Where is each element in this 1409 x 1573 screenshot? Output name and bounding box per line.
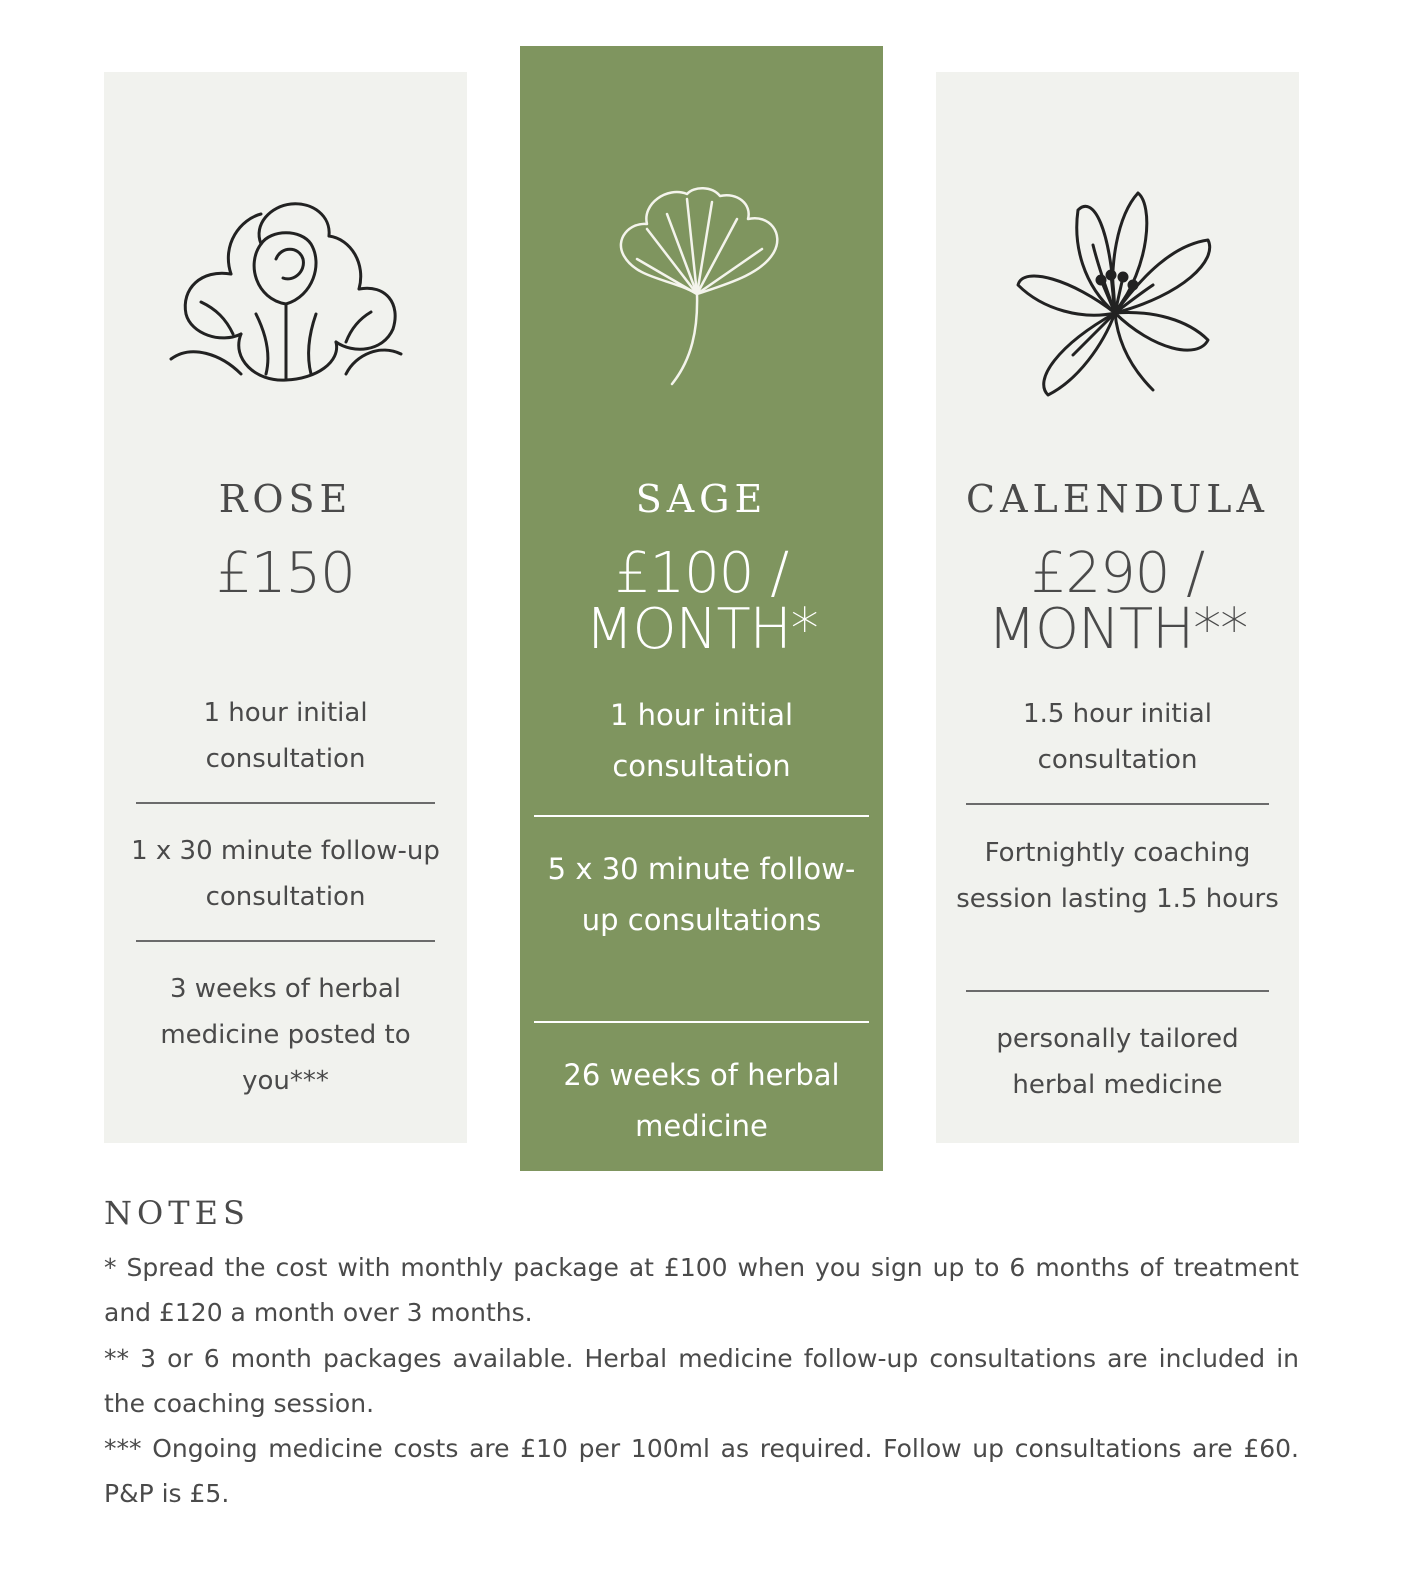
plan-feature: Fortnightly coaching session lasting 1.5 hours [956,838,1279,914]
plan-price-line: MONTH* [585,597,818,662]
plan-price [104,541,467,606]
note-item: *** Ongoing medicine costs are £10 per 100ml as required. Follow up consultations are £60. P&P is £5. [104,1434,1299,1508]
divider [966,990,1269,992]
plan-card-calendula [936,72,1299,1143]
plan-feature: 5 x 30 minute follow-up consultations [547,852,856,937]
plan-card-rose [104,72,467,1143]
plan-feature: 1 x 30 minute follow-up consultation [131,836,440,912]
divider [534,1021,869,1023]
notes-title: NOTES [104,1194,250,1232]
plan-name: ROSE [218,477,353,521]
ginkgo-leaf-icon [520,184,883,389]
plan-price-line: £150 [216,541,355,606]
plan-feature: personally tailored herbal medicine [996,1024,1239,1100]
divider [966,803,1269,805]
note-item: ** 3 or 6 month packages available. Herbal medicine follow-up consultations are included in the coaching session. [104,1344,1299,1418]
divider [136,802,435,804]
plan-card-sage [520,46,883,1171]
note-item: * Spread the cost with monthly package at £100 when you sign up to 6 months of treatment and £120 a month over 3 months. [104,1253,1299,1327]
plan-feature: 26 weeks of herbal medicine [563,1058,840,1143]
plan-feature: 1 hour initial consultation [609,698,794,783]
rose-icon [104,184,467,394]
plan-price [520,541,883,662]
plan-name: SAGE [635,477,768,521]
divider [534,815,869,817]
plan-price [936,541,1299,662]
calendula-flower-icon [936,185,1299,405]
divider [136,940,435,942]
plan-feature: 3 weeks of herbal medicine posted to you*** [160,974,411,1096]
plan-feature: 1.5 hour initial consultation [1023,699,1212,775]
plan-feature: 1 hour initial consultation [203,698,368,774]
plan-price-line: £290 / [1030,541,1205,606]
plan-name: CALENDULA [966,477,1269,521]
plan-price-line: MONTH** [987,597,1248,662]
plan-price-line: £100 / [614,541,789,606]
